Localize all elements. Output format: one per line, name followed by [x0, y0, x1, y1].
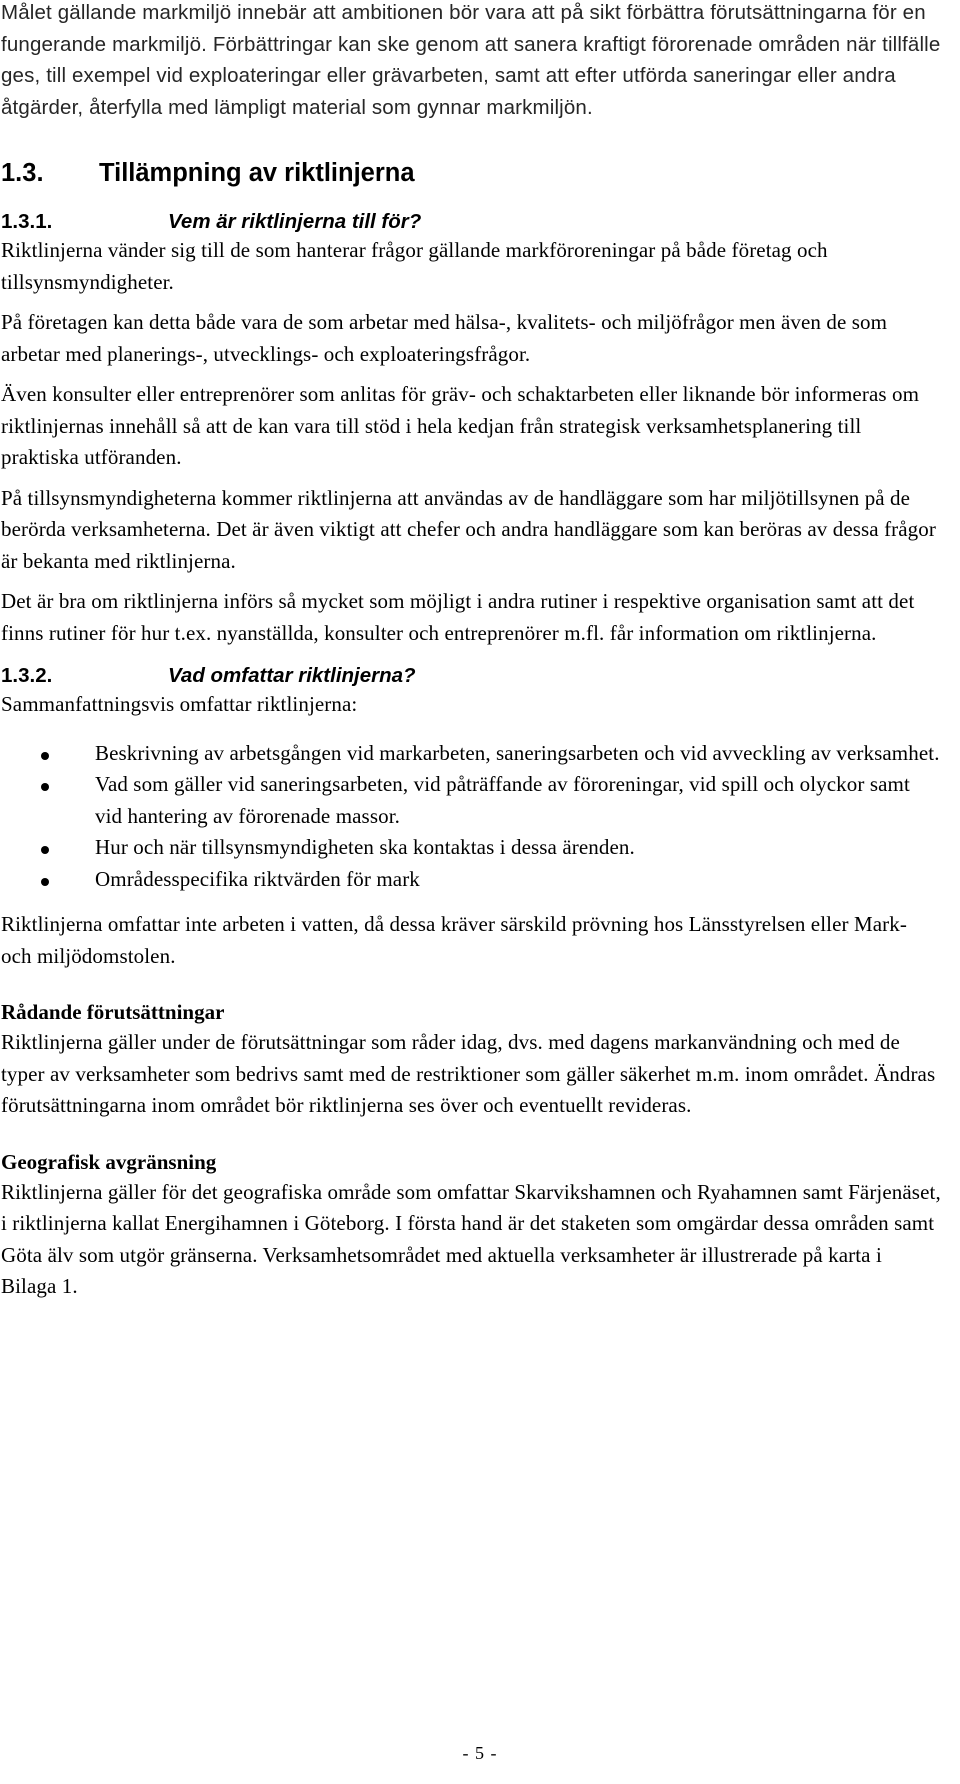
subsection-number: 1.3.2.: [1, 664, 53, 687]
subsection-heading-1-3-1: [1, 208, 942, 236]
paragraph: Även konsulter eller entreprenörer som anlitas för gräv- och schaktarbeten eller liknande bör informeras om riktlinjernas innehåll så att de kan vara till stöd i hela kedjan från strategisk verksamhetsplanering till praktiska utföranden.: [1, 382, 920, 469]
list-item-text: Områdesspecifika riktvärden för mark: [95, 866, 420, 891]
list-item-text: Vad som gäller vid saneringsarbeten, vid påträffande av föroreningar, vid spill och olyckor samt vid hantering av förorenade massor.: [95, 772, 910, 828]
heading-radande-forutsattningar: Rådande förutsättningar: [1, 1000, 225, 1024]
intro-paragraph: Målet gällande markmiljö innebär att ambitionen bör vara att på sikt förbättra förutsättningarna för en fungerande markmiljö. Förbättringar kan ske genom att sanera kraftigt förorenade områden när tillfälle ges, till exempel vid exploateringar eller grävarbeten, samt att efter utförda saneringar eller andra åtgärder, återfylla med lämpligt material som gynnar markmiljön.: [1, 1, 941, 119]
subsection-title: Vem är riktlinjerna till för?: [168, 210, 422, 233]
list-item: [1, 864, 942, 896]
list-item: [1, 832, 942, 864]
subsection-number: 1.3.1.: [1, 210, 53, 233]
paragraph: Riktlinjerna gäller under de förutsättningar som råder idag, dvs. med dagens markanvändning och med de typer av verksamheter som bedrivs samt med de restriktioner som gäller säkerhet m.m. inom området. Ändras förutsättningarna inom området bör riktlinjerna ses över och eventuellt revideras.: [1, 1030, 936, 1117]
bullet-icon: [41, 752, 49, 760]
list-item: [1, 738, 942, 770]
section-heading-1-3: [1, 156, 942, 190]
section-title: Tillämpning av riktlinjerna: [99, 159, 415, 187]
heading-geografisk-avgransning: Geografisk avgränsning: [1, 1149, 217, 1174]
bullet-icon: [41, 783, 49, 791]
list-item-text: Hur och när tillsynsmyndigheten ska kontaktas i dessa ärenden.: [95, 835, 635, 859]
paragraph: Riktlinjerna omfattar inte arbeten i vatten, då dessa kräver särskild prövning hos Länsstyrelsen eller Mark- och miljödomstolen.: [1, 912, 907, 968]
paragraph: På tillsynsmyndigheterna kommer riktlinjerna att användas av de handläggare som har miljötillsynen på de berörda verksamheterna. Det är även viktigt att chefer och andra handläggare som kan beröras av dessa frågor är bekanta med riktlinjerna.: [1, 485, 936, 573]
bullet-icon: [41, 846, 49, 854]
lead-text: Sammanfattningsvis omfattar riktlinjerna:: [1, 692, 358, 716]
bullet-list: [1, 738, 942, 896]
paragraph: Riktlinjerna gäller för det geografiska område som omfattar Skarvikshamnen och Ryahamnen samt Färjenäset, i riktlinjerna kallat Energihamnen i Göteborg. I första hand är det staketen som omgärdar dessa områden samt Göta älv som utgör gränserna. Verksamhetsområdet med aktuella verksamheter är illustrerade på karta i Bilaga 1.: [1, 1179, 941, 1298]
bullet-icon: [41, 878, 49, 886]
paragraph: Riktlinjerna vänder sig till de som hanterar frågor gällande markföroreningar på både företag och tillsynsmyndigheter.: [1, 238, 828, 294]
list-item: [1, 769, 942, 832]
page-number: - 5 -: [462, 1743, 498, 1763]
subsection-heading-1-3-2: [1, 662, 942, 690]
paragraph: På företagen kan detta både vara de som arbetar med hälsa-, kvalitets- och miljöfrågor men även de som arbetar med planerings-, utvecklings- och exploateringsfrågor.: [1, 310, 888, 366]
section-number: 1.3.: [1, 159, 44, 187]
paragraph: Det är bra om riktlinjerna införs så mycket som möjligt i andra rutiner i respektive organisation samt att det finns rutiner för hur t.ex. nyanställda, konsulter och entreprenörer m.fl. får information om riktlinjerna.: [1, 589, 915, 645]
list-item-text: Beskrivning av arbetsgången vid markarbeten, saneringsarbeten och vid avveckling av verksamhet.: [95, 740, 940, 765]
subsection-title: Vad omfattar riktlinjerna?: [168, 664, 416, 687]
